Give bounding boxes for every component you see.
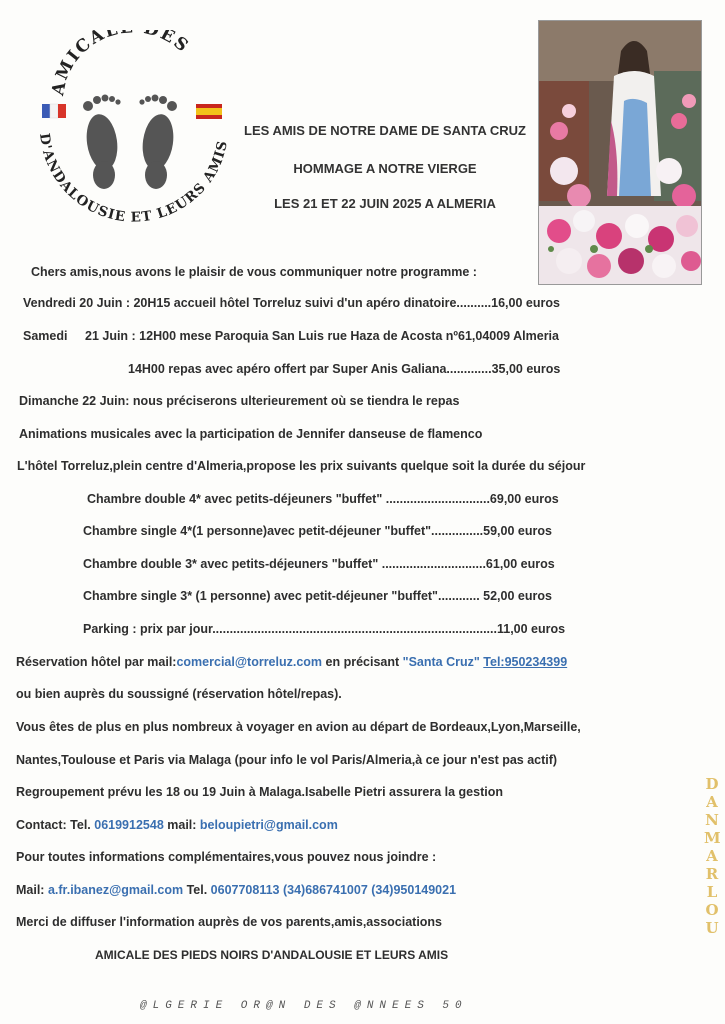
header-dates: LES 21 ET 22 JUIN 2025 A ALMERIA xyxy=(274,196,496,211)
side-letter: R xyxy=(705,865,721,883)
logo-text-bottom: D'ANDALOUSIE ET LEURS AMIS xyxy=(36,132,232,226)
contact-tel-link[interactable]: 0619912548 xyxy=(94,818,164,832)
flights-line-2: Nantes,Toulouse et Paris via Malaga (pour info le vol Paris/Almeria,à ce jour n'est pas actif) xyxy=(16,753,558,767)
room-price-1: Chambre double 4* avec petits-déjeuners "buffet" ..............................69,00 euros xyxy=(87,492,559,506)
side-letter: A xyxy=(706,847,720,865)
signature-text: AMICALE DES PIEDS NOIRS D'ANDALOUSIE ET LEURS AMIS xyxy=(95,948,449,962)
animations-text: Animations musicales avec la participation de Jennifer danseuse de flamenco xyxy=(19,427,483,441)
reservation-quote: "Santa Cruz" xyxy=(402,655,480,669)
contact-line xyxy=(16,818,338,832)
svg-text:D'ANDALOUSIE ET LEURS AMIS xyxy=(36,132,231,225)
reservation-mid: en précisant xyxy=(322,655,403,669)
reservation-prefix: Réservation hôtel par mail: xyxy=(16,655,177,669)
undersigned-text: ou bien auprès du soussigné (réservation hôtel/repas). xyxy=(16,687,342,701)
room-price-3: Chambre double 3* avec petits-déjeuners "buffet" ..............................61,00 euros xyxy=(83,557,555,571)
virgin-statue-photo xyxy=(538,20,702,285)
intro-text: Chers amis,nous avons le plaisir de vous communiquer notre programme : xyxy=(31,265,477,279)
side-letter: U xyxy=(705,919,721,937)
diffuse-text: Merci de diffuser l'information auprès de vos parents,amis,associations xyxy=(16,915,443,929)
side-letter: L xyxy=(706,883,720,901)
contact-mail-link[interactable]: beloupietri@gmail.com xyxy=(199,818,338,832)
spain-flag-icon xyxy=(196,104,222,119)
france-flag-icon xyxy=(42,104,66,118)
parking-price: Parking : prix par jour..................................................................................11,00 euros xyxy=(83,622,566,636)
contact-prefix: Contact: Tel. xyxy=(16,818,95,832)
footprints-icon xyxy=(83,95,177,190)
contact-mail-label: mail: xyxy=(163,818,200,832)
flights-line-1: Vous êtes de plus en plus nombreux à voyager en avion au départ de Bordeaux,Lyon,Marseille, xyxy=(16,720,581,734)
reservation-line xyxy=(16,655,567,669)
side-letter: N xyxy=(705,811,721,829)
side-letter: M xyxy=(704,829,723,847)
reservation-tel-link[interactable]: Tel:950234399 xyxy=(483,655,568,669)
footprints-logo-icon xyxy=(28,30,233,230)
info-text: Pour toutes informations complémentaires,vous pouvez nous joindre : xyxy=(16,850,437,864)
side-watermark xyxy=(704,775,722,937)
svg-text:AMICALE DES xyxy=(48,30,193,98)
virgin-statue-icon xyxy=(539,21,701,284)
side-letter: D xyxy=(705,775,721,793)
hotel-intro: L'hôtel Torreluz,plein centre d'Almeria,propose les prix suivants quelque soit la durée du séjour xyxy=(17,459,586,473)
header-title: LES AMIS DE NOTRE DAME DE SANTA CRUZ xyxy=(244,123,526,138)
room-price-4: Chambre single 3* (1 personne) avec petit-déjeuner "buffet"............ 52,00 euros xyxy=(83,589,552,603)
side-letter: O xyxy=(705,901,721,919)
regroup-text: Regroupement prévu les 18 ou 19 Juin à Malaga.Isabelle Pietri assurera la gestion xyxy=(16,785,503,799)
program-friday: Vendredi 20 Juin : 20H15 accueil hôtel Torreluz suivi d'un apéro dinatoire..........16,00 euros xyxy=(23,296,560,310)
logo-text-top: AMICAL DES xyxy=(48,30,194,98)
mail-tel-label: Tel. xyxy=(183,883,211,897)
mail-line xyxy=(16,883,456,897)
program-saturday-label: Samedi xyxy=(23,329,68,343)
footer-text: @LGERIE OR@N DES @NNEES 50 xyxy=(140,1000,468,1012)
reservation-email-link[interactable]: comercial@torreluz.com xyxy=(176,655,323,669)
mail-tels-link[interactable]: 0607708113 (34)686741007 (34)950149021 xyxy=(210,883,457,897)
program-sunday: Dimanche 22 Juin: nous préciserons ulterieurement où se tiendra le repas xyxy=(19,394,460,408)
mail-prefix: Mail: xyxy=(16,883,48,897)
room-price-2: Chambre single 4*(1 personne)avec petit-déjeuner "buffet"...............59,00 euros xyxy=(83,524,552,538)
association-logo xyxy=(28,30,233,230)
program-saturday-lunch: 14H00 repas avec apéro offert par Super Anis Galiana.............35,00 euros xyxy=(128,362,561,376)
side-letter: A xyxy=(706,793,720,811)
header-subtitle: HOMMAGE A NOTRE VIERGE xyxy=(293,161,477,176)
mail-address-link[interactable]: a.fr.ibanez@gmail.com xyxy=(47,883,184,897)
program-saturday: 21 Juin : 12H00 mese Paroquia San Luis rue Haza de Acosta nº61,04009 Almeria xyxy=(85,329,559,343)
